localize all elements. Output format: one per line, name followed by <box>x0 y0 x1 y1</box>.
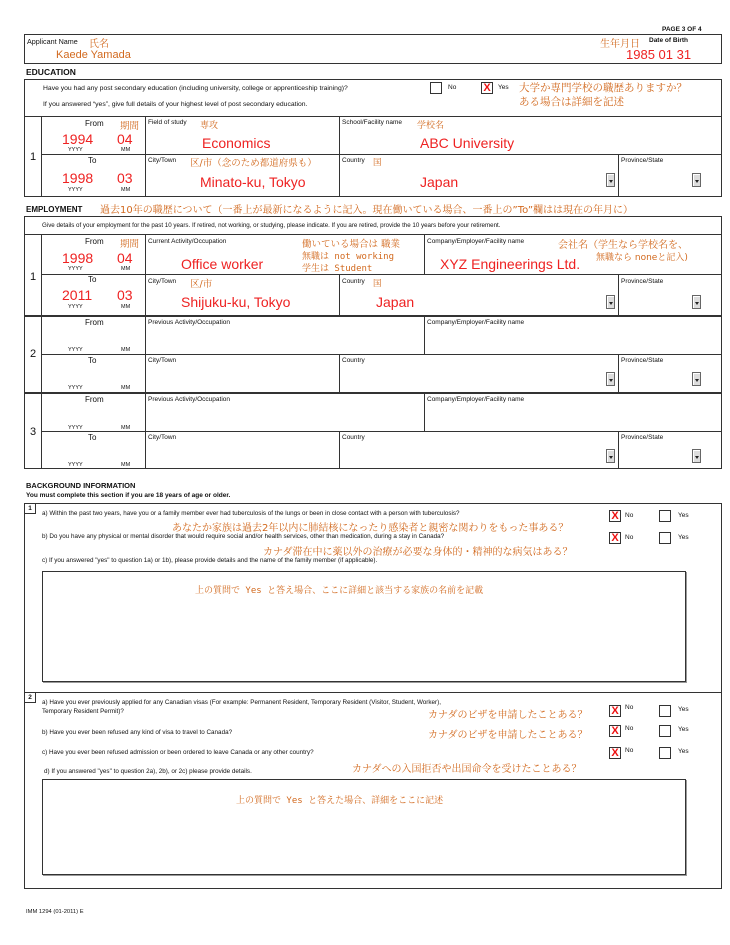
edu-field-value[interactable]: Economics <box>202 135 271 151</box>
edu-to-mm: MM <box>121 187 131 193</box>
edu-city-value[interactable]: Minato-ku, Tokyo <box>200 174 306 190</box>
emp2-province-label: Province/State <box>621 357 664 364</box>
divider <box>145 116 146 197</box>
emp3-from-yyyy: YYYY <box>68 425 83 431</box>
emp2-to-mm: MM <box>121 385 131 391</box>
edu-province-dropdown[interactable] <box>692 173 701 187</box>
emp3-city-label: City/Town <box>148 434 177 441</box>
q2a-ja: カナダのビザを申請したことある？ <box>428 710 588 721</box>
employment-title-note-ja: 過去10年の職歴について（一番上が最新になるように記入。現在働いている場合、一番上の”To”欄はは現在の年月に） <box>100 205 634 216</box>
applicant-name-label: Applicant Name <box>27 37 78 46</box>
dob-label: Date of Birth <box>649 37 688 44</box>
emp1-from-year[interactable]: 1998 <box>62 250 94 266</box>
divider <box>618 274 619 315</box>
emp2-to-yyyy: YYYY <box>68 385 83 391</box>
divider <box>24 234 722 235</box>
q1b-ja: カナダ滞在中に薬以外の治療が必要な身体的・精神的な病気はある？ <box>263 547 573 558</box>
divider <box>41 274 722 275</box>
q2c-no-checkbox[interactable]: X <box>609 747 621 759</box>
emp1-province-label: Province/State <box>621 278 664 285</box>
q2b-no-checkbox[interactable]: X <box>609 725 621 737</box>
divider <box>618 354 619 392</box>
emp1-province-dropdown[interactable] <box>692 295 701 309</box>
divider <box>24 116 722 117</box>
q2a-text-line2: Temporary Resident Permit)? <box>42 708 124 715</box>
emp1-activity-label: Current Activity/Occupation <box>148 238 227 245</box>
applicant-name-field[interactable]: Kaede Yamada <box>56 49 131 61</box>
emp1-company-value[interactable]: XYZ Engineerings Ltd. <box>440 256 581 272</box>
q1c-text: c) If you answered "yes" to question 1a) or 1b), please provide details and the name of the family member (if applicable). <box>42 557 378 564</box>
q2-number: 2 <box>24 692 36 703</box>
emp1-from-month[interactable]: 04 <box>117 250 133 266</box>
emp3-country-label: Country <box>342 434 365 441</box>
q1a-yes-checkbox[interactable] <box>659 510 671 522</box>
edu-to-yyyy: YYYY <box>68 187 83 193</box>
edu-school-value[interactable]: ABC University <box>420 135 515 151</box>
q2b-no-label: No <box>625 725 634 732</box>
q1b-no-checkbox[interactable]: X <box>609 532 621 544</box>
education-instruction: If you answered “yes”, give full details of your highest level of post secondary education. <box>43 101 308 108</box>
emp1-country-dropdown[interactable] <box>606 295 615 309</box>
education-question: Have you had any post secondary education (including university, college or apprenticeship training)? <box>43 85 348 92</box>
divider <box>424 393 425 431</box>
emp1-to-year[interactable]: 2011 <box>62 287 93 303</box>
emp3-company-label: Company/Employer/Facility name <box>427 396 525 403</box>
q2c-no-label: No <box>625 747 634 754</box>
emp2-province-dropdown[interactable] <box>692 372 701 386</box>
q1b-yes-label: Yes <box>678 534 689 541</box>
emp2-from-label: From <box>85 318 104 327</box>
edu-country-label-ja: 国 <box>373 158 382 168</box>
occupation-note-ja-3: 学生は Student <box>302 264 373 274</box>
q2a-no-label: No <box>625 704 634 711</box>
education-row-number: 1 <box>30 151 37 163</box>
divider <box>41 354 722 355</box>
edu-country-value[interactable]: Japan <box>420 174 459 190</box>
edu-from-month[interactable]: 04 <box>117 131 133 147</box>
edu-school-label-ja: 学校名 <box>417 121 445 131</box>
emp3-to-label: To <box>88 433 97 442</box>
emp3-province-dropdown[interactable] <box>692 449 701 463</box>
emp3-from-label: From <box>85 395 104 404</box>
page-label: PAGE 3 OF 4 <box>662 26 702 33</box>
q1b-yes-checkbox[interactable] <box>659 532 671 544</box>
education-note-ja-2: ある場合は詳細を記述 <box>519 96 624 108</box>
occupation-note-ja-1: 働いている場合は 職業 <box>302 239 401 250</box>
edu-city-label: City/Town <box>148 157 177 164</box>
q2a-yes-label: Yes <box>678 706 689 713</box>
background-title: BACKGROUND INFORMATION <box>26 481 136 490</box>
divider <box>24 392 722 394</box>
emp1-to-label: To <box>88 275 97 284</box>
education-no-label: No <box>448 84 457 91</box>
q1a-ja: あなたか家族は過去2年以内に肺結核になったり感染者と親密な関わりをもった事ある？ <box>172 523 569 534</box>
emp2-country-dropdown[interactable] <box>606 372 615 386</box>
divider <box>24 692 722 693</box>
edu-to-month[interactable]: 03 <box>117 170 133 186</box>
emp2-to-label: To <box>88 356 97 365</box>
edu-period-ja: 期間 <box>120 121 140 132</box>
emp1-to-mm: MM <box>121 304 131 310</box>
education-title: EDUCATION <box>26 67 76 77</box>
emp2-company-label: Company/Employer/Facility name <box>427 319 525 326</box>
divider <box>339 354 340 392</box>
employment-row-number: 1 <box>30 271 37 283</box>
emp2-country-label: Country <box>342 357 365 364</box>
q2a-yes-checkbox[interactable] <box>659 705 671 717</box>
q2b-ja: カナダのビザを申請したことある？ <box>428 730 588 741</box>
emp1-period-ja: 期間 <box>120 239 140 250</box>
q1-number: 1 <box>24 503 36 514</box>
divider <box>24 315 722 317</box>
divider <box>41 154 722 155</box>
q1b-text: b) Do you have any physical or mental disorder that would require social and/or health services, other than medication, during a stay in Canada? <box>42 533 445 540</box>
edu-from-label: From <box>85 119 104 128</box>
divider <box>145 234 146 469</box>
edu-school-label: School/Facility name <box>342 119 402 126</box>
divider <box>424 234 425 274</box>
emp3-from-mm: MM <box>121 425 131 431</box>
dob-label-ja: 生年月日 <box>600 39 640 50</box>
q1c-box-ja: 上の質問で Yes と答え場合、ここに詳細と該当する家族の名前を記載 <box>195 586 484 596</box>
emp1-city-value[interactable]: Shijuku-ku, Tokyo <box>181 294 291 310</box>
occupation-note-ja-2: 無職は not working <box>302 252 395 262</box>
divider <box>41 116 42 197</box>
q2a-no-checkbox[interactable]: X <box>609 705 621 717</box>
edu-field-label: Field of study <box>148 119 187 126</box>
emp1-activity-value[interactable]: Office worker <box>181 256 264 272</box>
emp1-from-label: From <box>85 237 104 246</box>
q2c-ja: カナダへの入国拒否や出国命令を受けたことある？ <box>352 764 582 775</box>
emp1-country-label-ja: 国 <box>373 279 382 289</box>
emp3-country-dropdown[interactable] <box>606 449 615 463</box>
edu-from-yyyy: YYYY <box>68 147 83 153</box>
emp2-from-yyyy: YYYY <box>68 347 83 353</box>
q1a-yes-label: Yes <box>678 512 689 519</box>
company-note-ja-2: 無職なら noneと記入) <box>596 253 688 263</box>
emp1-from-yyyy: YYYY <box>68 266 83 272</box>
q2b-yes-checkbox[interactable] <box>659 725 671 737</box>
emp3-to-yyyy: YYYY <box>68 462 83 468</box>
q2b-text: b) Have you ever been refused any kind of visa to travel to Canada? <box>42 729 233 736</box>
employment-instruction: Give details of your employment for the past 10 years. If retired, not working, or studying, please indicate. If you are retired, provide the 10 years before your retirement. <box>42 222 501 229</box>
emp1-country-value[interactable]: Japan <box>376 294 415 310</box>
form-code: IMM 1294 (01-2011) E <box>26 909 84 915</box>
edu-to-year[interactable]: 1998 <box>62 170 94 186</box>
q2c-text: c) Have you ever been refused admission or been ordered to leave Canada or any other country? <box>42 749 314 756</box>
emp2-from-mm: MM <box>121 347 131 353</box>
background-subtitle: You must complete this section if you are 18 years of age or older. <box>26 492 231 499</box>
emp3-activity-label: Previous Activity/Occupation <box>148 396 231 403</box>
education-yes-checkbox[interactable]: X <box>481 82 493 94</box>
employment-row-number: 2 <box>30 348 37 360</box>
divider <box>339 274 340 315</box>
edu-city-label-ja: 区/市（念のため都道府県も） <box>190 158 317 169</box>
divider <box>618 431 619 469</box>
divider <box>339 431 340 469</box>
divider <box>339 116 340 197</box>
divider <box>41 234 42 469</box>
emp3-to-mm: MM <box>121 462 131 468</box>
emp3-province-label: Province/State <box>621 434 664 441</box>
q2a-text-line1: a) Have you ever previously applied for any Canadian visas (For example: Permanent Resident, Temporary Resident (Visitor, Student, Worker), <box>42 699 441 706</box>
emp1-city-label: City/Town <box>148 278 177 285</box>
q1a-text: a) Within the past two years, have you or a family member ever had tuberculosis of the lungs or been in close contact with a person with tuberculosis? <box>42 510 460 517</box>
applicant-name-label-ja: 氏名 <box>89 39 109 50</box>
employment-row-number: 3 <box>30 426 37 438</box>
q1a-no-label: No <box>625 512 634 519</box>
q2d-box-ja: 上の質問で Yes と答えた場合、詳細をここに記述 <box>236 796 444 806</box>
emp2-activity-label: Previous Activity/Occupation <box>148 319 231 326</box>
emp1-to-month[interactable]: 03 <box>117 287 133 303</box>
divider <box>424 316 425 354</box>
divider <box>41 431 722 432</box>
emp1-from-mm: MM <box>121 266 131 272</box>
emp1-to-yyyy: YYYY <box>68 304 83 310</box>
q2b-yes-label: Yes <box>678 726 689 733</box>
q2c-yes-label: Yes <box>678 748 689 755</box>
divider <box>618 154 619 197</box>
education-yes-label: Yes <box>498 84 509 91</box>
edu-to-label: To <box>88 156 97 165</box>
emp1-city-label-ja: 区/市 <box>190 279 213 290</box>
edu-field-label-ja: 専攻 <box>200 121 219 131</box>
q2c-yes-checkbox[interactable] <box>659 747 671 759</box>
q1a-no-checkbox[interactable]: X <box>609 510 621 522</box>
edu-country-dropdown[interactable] <box>606 173 615 187</box>
emp2-city-label: City/Town <box>148 357 177 364</box>
dob-field[interactable]: 1985 01 31 <box>626 47 692 62</box>
q2d-text: d) If you answered "yes" to question 2a), 2b), or 2c) please provide details. <box>44 768 252 775</box>
emp1-company-label: Company/Employer/Facility name <box>427 238 525 245</box>
education-note-ja-1: 大学か専門学校の職歴ありますか？ <box>519 82 687 94</box>
edu-country-label: Country <box>342 157 365 164</box>
company-note-ja-1: 会社名（学生なら学校名を、 <box>558 240 688 251</box>
edu-from-year[interactable]: 1994 <box>62 131 94 147</box>
emp1-country-label: Country <box>342 278 365 285</box>
q1b-no-label: No <box>625 534 634 541</box>
employment-title: EMPLOYMENT <box>26 205 83 214</box>
edu-from-mm: MM <box>121 147 131 153</box>
education-no-checkbox[interactable] <box>430 82 442 94</box>
edu-province-label: Province/State <box>621 157 664 164</box>
